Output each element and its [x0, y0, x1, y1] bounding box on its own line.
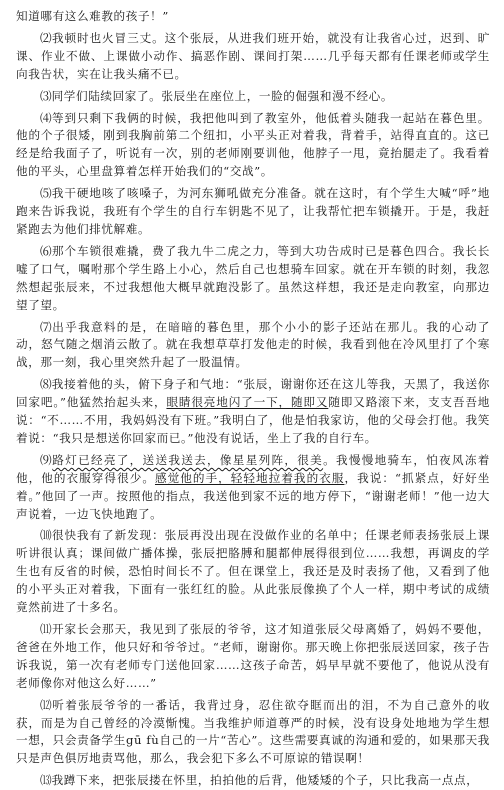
- underlined-phrase: 感觉他的手，轻轻地拉着我的衣服: [154, 470, 345, 485]
- paragraph-text: 很快我有了新发现：张辰再没出现在没做作业的名单中；任课老师表扬张辰上课听讲很认真；课间做广播体操，张辰把胳膊和腿都伸展得很到位……我想，再调皮的学生也有反省的时候，恐怕时间长不了。但在课堂上，我还是及时表扬了他，又看到了他的小平头正对着我，下面有一张红红的脸。从此张辰像换了个人一样，期中考试的成绩竟然前进了十多名。: [16, 528, 490, 615]
- paragraph-text-post: 随即又路滚下来，支支吾吾地说：“不……不用，我妈妈没有下班。”我明白了，他是怕我家访，他的父母会打他。我笑着说：“我只是想送你回家而已。”他没有说话，坐上了我的自行车。: [16, 395, 490, 445]
- paragraph-number: ⑽: [40, 528, 52, 543]
- paragraph-2: [16, 30, 490, 84]
- paragraph-5: [16, 185, 490, 239]
- paragraph-7: [16, 319, 490, 373]
- paragraph-number: ⑻: [40, 377, 52, 392]
- paragraph-text: 听着张辰爷爷的一番话，我背过身，忍住欲夺眶而出的泪，不为自己意外的收获，而是为自己曾经的冷漠惭愧。当我维护师道尊严的时候，没有设身处地地为学生想一想，只会责备学生gū fù自己的一片“苦心”。这些需要真诚的沟通和爱的，如果那天我只是声色俱厉地责骂他，那么，我会犯下多么不可原谅的错误啊！: [16, 697, 490, 766]
- paragraph-number: ⑸: [40, 186, 52, 201]
- paragraph-text: 我蹲下来，把张辰搂在怀里，拍拍他的后背，他矮矮的个子，只比我高一点点，: [51, 773, 479, 788]
- paragraph-text-post: ，我说：“抓紧点，好好坐着。”他回了一声。按照他的指点，我送他到家不远的地方停下，“谢谢老师！”他一边大声说着，一边飞快地跑了。: [16, 470, 490, 521]
- paragraph-text-post: 。我慢慢地骑车，怕夜风冻着他，他的衣服穿得很少。: [16, 452, 490, 485]
- paragraph-number: ⒀: [40, 773, 52, 788]
- paragraph-4: [16, 110, 490, 182]
- paragraph-number: ⑵: [40, 30, 52, 45]
- wavy-underlined-phrase: 路灯已经亮了，送送我送去，像星星列阵，很美: [52, 452, 324, 467]
- paragraph-3: [16, 88, 490, 106]
- paragraph-text: 出乎我意料的是，在暗暗的暮色里，那个小小的影子还站在那儿。我的心动了动，怒气随之烟消云散了。就在我想草草打发他走的时候，我看到他在冷风里打了个寒战，那一刻，我心里突然升起了一股温情。: [16, 319, 490, 370]
- paragraph-11: [16, 621, 490, 693]
- paragraph-9: [16, 452, 490, 524]
- paragraph-text: 同学们陆续回家了。张辰坐在座位上，一脸的倔强和漫不经心。: [51, 88, 394, 103]
- paragraph-number: ⑼: [40, 452, 53, 467]
- paragraph-13: [16, 772, 490, 790]
- paragraph-number: ⑺: [40, 319, 53, 334]
- paragraph-text: 开家长会那天，我见到了张辰的爷爷，这才知道张辰父母离婚了，妈妈不要他，爸爸在外地工作，他只好和爷爷过。“老师，谢谢你。那天晚上你把张辰送回家，孩子告诉我说，第一次有老师专门送他回家……这孩子命苦，妈早早就不要他了，他说从没有老师像你对他这么好……”: [16, 622, 490, 690]
- opening-line: 知道哪有这么难教的孩子！”: [16, 9, 169, 23]
- paragraph-text: 那个车锁很难撬，费了我九牛二虎之力，等到大功告成时已是暮色四合。我长长嘘了口气，嘱咐那个学生路上小心，然后自己也想骑车回家。就在开车锁的时刻，我忽然想起张辰来，不过我想他大概早就跑没影了。虽然这样想，我还是走向教室，向那边望了望。: [16, 243, 490, 312]
- underlined-phrase: 眼睛很亮地闪了一下，随即又: [166, 395, 329, 410]
- paragraph-10: [16, 527, 490, 617]
- paragraph-number: ⑿: [40, 697, 53, 712]
- paragraph-text: 我干硬地咳了咳嗓子，为河东狮吼做充分准备。就在这时，有个学生大喊“呼”地跑来告诉我说，我班有个学生的自行车钥匙不见了，让我帮忙把车锁撬开。于是，我赶紧跑去为他们排忧解难。: [16, 186, 490, 236]
- paragraph-text: 等到只剩下我俩的时候，我把他叫到了教室外，他低着头随我一起站在暮色里。他的个子很矮，刚到我胸前第二个纽扣，小平头正对着我，背着手，站得直直的。这已经是给我面子了，听说有一次，别的老师刚要训他，他脖子一甩，竟抬腿走了。我看着他的平头，心里盘算着怎样开始我们的“交战”。: [16, 110, 490, 179]
- paragraph-6: [16, 243, 490, 315]
- paragraph-number: ⑶: [40, 88, 52, 103]
- paragraph-text-pre: 我接着他的头，俯下身子和气地：“张辰，谢谢你还在这儿等我，天黑了，我送你回家吧。”他猛然抬起头来，: [16, 377, 490, 410]
- paragraph-12: [16, 697, 490, 769]
- paragraph-number: ⑹: [40, 243, 52, 258]
- paragraph-8: [16, 376, 490, 448]
- paragraph-number: ⑾: [40, 622, 52, 636]
- paragraph-text: 我顿时也火冒三丈。这个张辰，从进我们班开始，就没有让我省心过，迟到、旷课、作业不做、上课做小动作、搞恶作剧、课间打架……几乎每天都有任课老师或学生向我告状，实在让我头痛不已。: [16, 30, 490, 81]
- paragraph-number: ⑷: [40, 110, 52, 125]
